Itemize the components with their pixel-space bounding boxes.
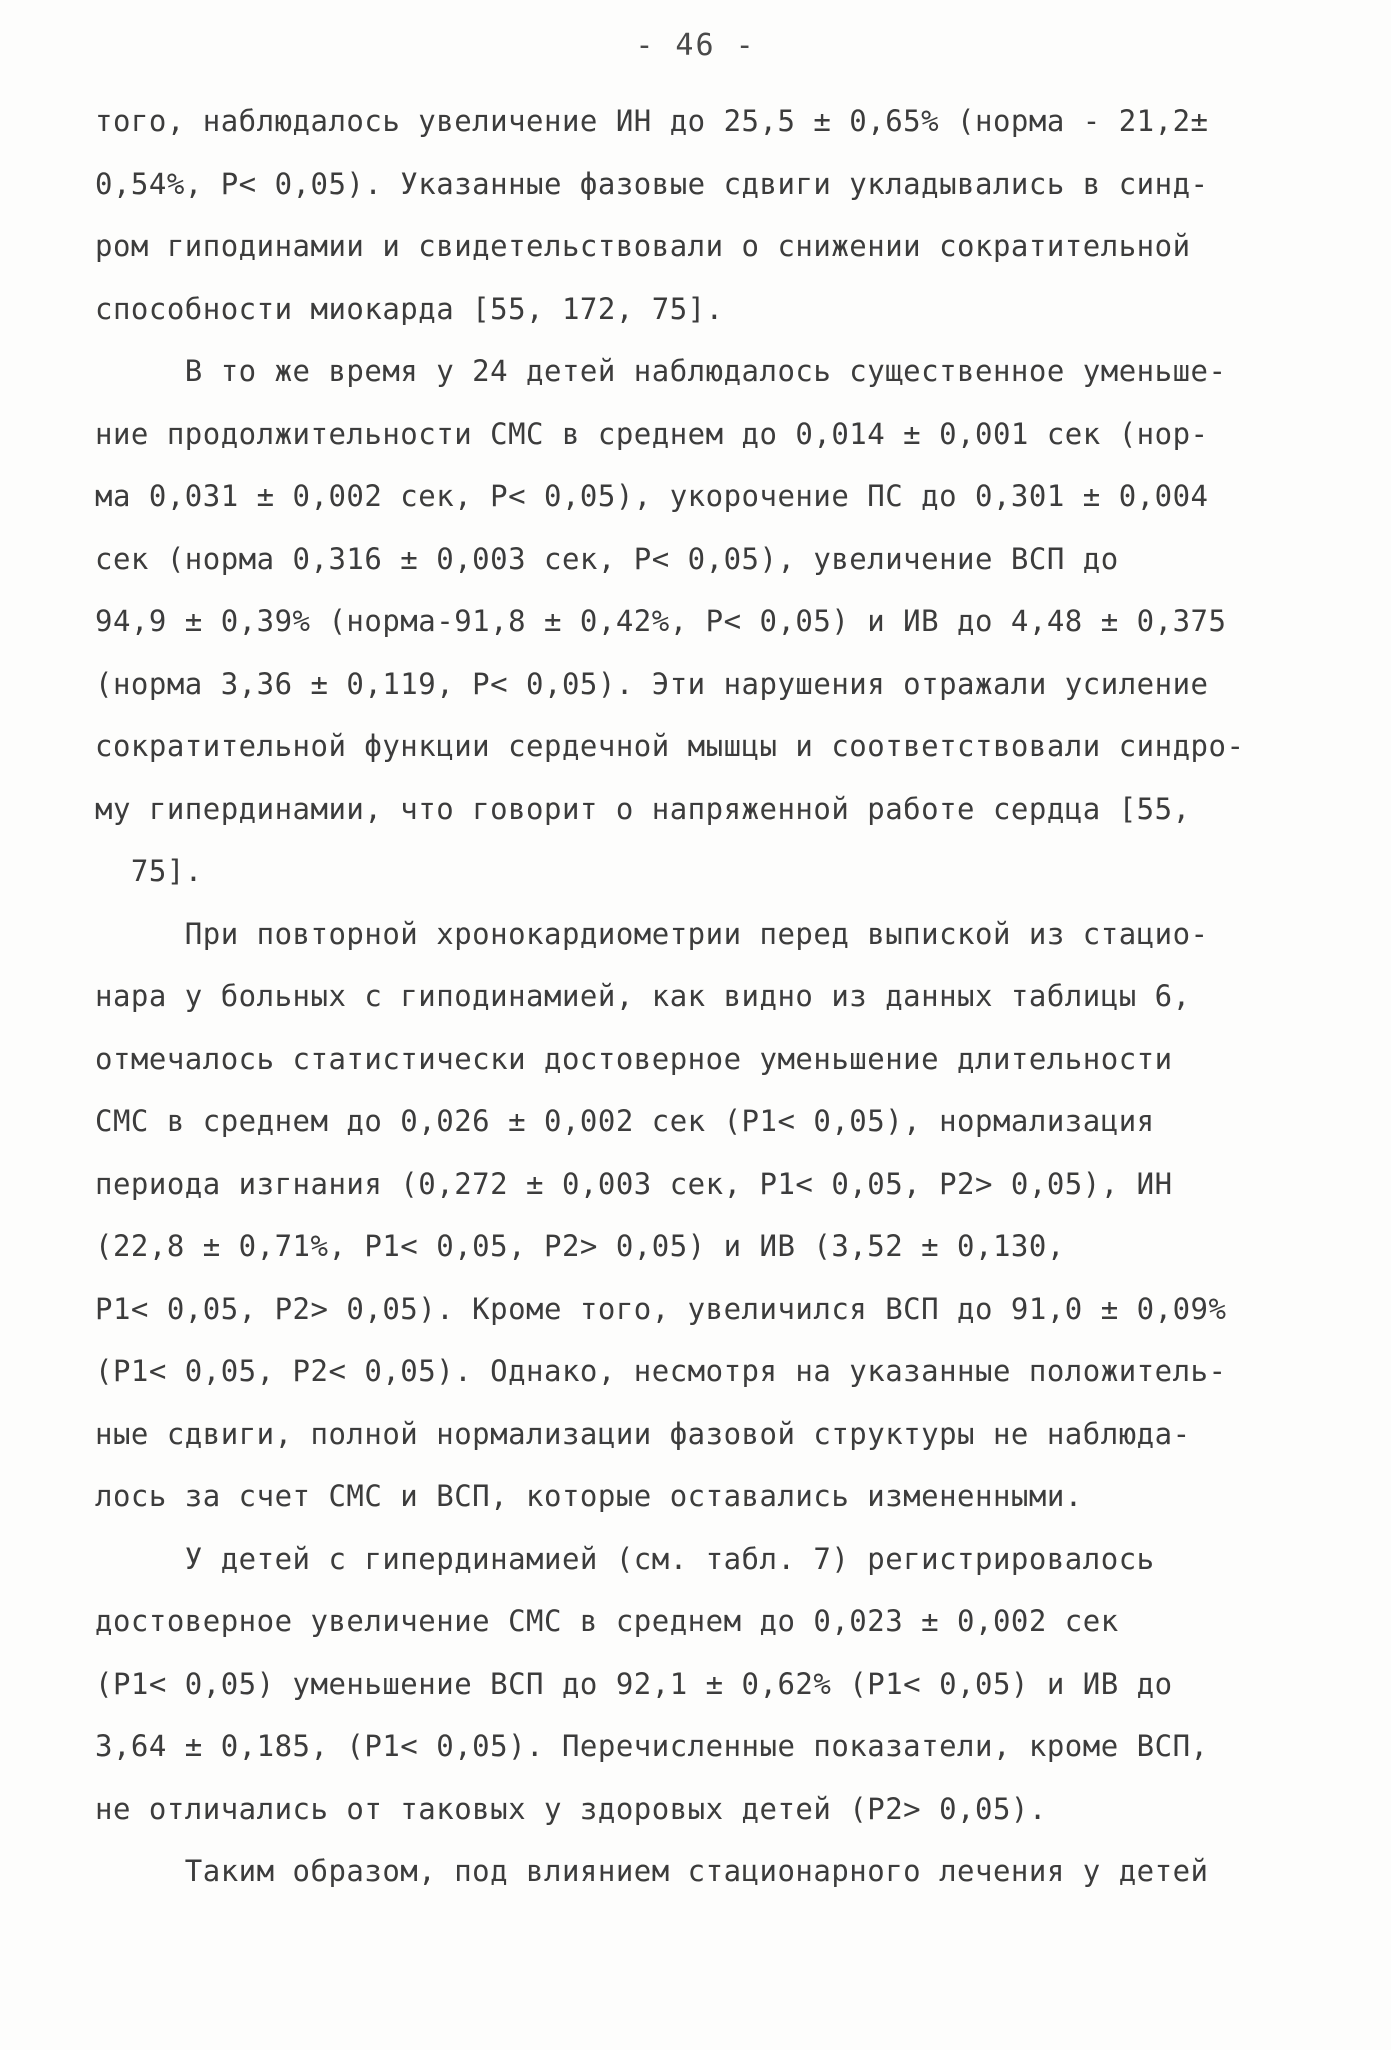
text-line: способности миокарда [55, 172, 75].	[95, 291, 724, 326]
text-line: ма 0,031 ± 0,002 сек, Р< 0,05), укорочение ПС до 0,301 ± 0,004	[95, 479, 1209, 513]
text-line: (Р1< 0,05, Р2< 0,05). Однако, несмотря на указанные положитель-	[95, 1354, 1227, 1388]
text-line: 75].	[95, 854, 203, 888]
text-line: нара у больных с гиподинамией, как видно из данных таблицы 6,	[95, 979, 1191, 1013]
text-line: При повторной хронокардиометрии перед выпиской из стацио-	[95, 916, 1209, 951]
text-line: достоверное увеличение СМС в среднем до 0,023 ± 0,002 сек	[95, 1604, 1119, 1638]
text-line: 0,54%, Р< 0,05). Указанные фазовые сдвиги укладывались в синд-	[95, 166, 1209, 201]
text-line: (Р1< 0,05) уменьшение ВСП до 92,1 ± 0,62% (Р1< 0,05) и ИВ до	[95, 1666, 1173, 1701]
text-line: отмечалось статистически достоверное уменьшение длительности	[95, 1041, 1173, 1076]
text-line: периода изгнания (0,272 ± 0,003 сек, Р1< 0,05, Р2> 0,05), ИН	[95, 1166, 1173, 1201]
text-line: Р1< 0,05, Р2> 0,05). Кроме того, увеличился ВСП до 91,0 ± 0,09%	[95, 1291, 1227, 1326]
text-line: ние продолжительности СМС в среднем до 0,014 ± 0,001 сек (нор-	[95, 416, 1209, 451]
text-line: 3,64 ± 0,185, (Р1< 0,05). Перечисленные показатели, кроме ВСП,	[95, 1729, 1209, 1763]
page-number: - 46 -	[635, 28, 756, 63]
text-line: сократительной функции сердечной мышцы и соответствовали синдро-	[95, 729, 1245, 763]
text-line: СМС в среднем до 0,026 ± 0,002 сек (Р1< 0,05), нормализация	[95, 1104, 1155, 1138]
text-line: не отличались от таковых у здоровых детей (Р2> 0,05).	[95, 1791, 1047, 1826]
text-line: У детей с гипердинамией (см. табл. 7) регистрировалось	[95, 1541, 1155, 1576]
body-text	[95, 90, 1305, 1903]
text-line: Таким образом, под влиянием стационарного лечения у детей	[95, 1854, 1209, 1888]
text-line: В то же время у 24 детей наблюдалось существенное уменьше-	[95, 354, 1227, 388]
text-line: того, наблюдалось увеличение ИН до 25,5 ± 0,65% (норма - 21,2±	[95, 104, 1209, 138]
text-line: му гипердинамии, что говорит о напряженной работе сердца [55,	[95, 791, 1191, 826]
text-line: 94,9 ± 0,39% (норма-91,8 ± 0,42%, Р< 0,05) и ИВ до 4,48 ± 0,375	[95, 604, 1227, 638]
text-line: ные сдвиги, полной нормализации фазовой структуры не наблюда-	[95, 1416, 1191, 1451]
text-line: лось за счет СМС и ВСП, которые оставались измененными.	[95, 1479, 1083, 1513]
text-line: (норма 3,36 ± 0,119, Р< 0,05). Эти нарушения отражали усиление	[95, 666, 1209, 701]
text-line: сек (норма 0,316 ± 0,003 сек, Р< 0,05), увеличение ВСП до	[95, 541, 1119, 576]
text-line: (22,8 ± 0,71%, Р1< 0,05, Р2> 0,05) и ИВ (3,52 ± 0,130,	[95, 1229, 1065, 1263]
text-line: ром гиподинамии и свидетельствовали о снижении сократительной	[95, 229, 1191, 263]
